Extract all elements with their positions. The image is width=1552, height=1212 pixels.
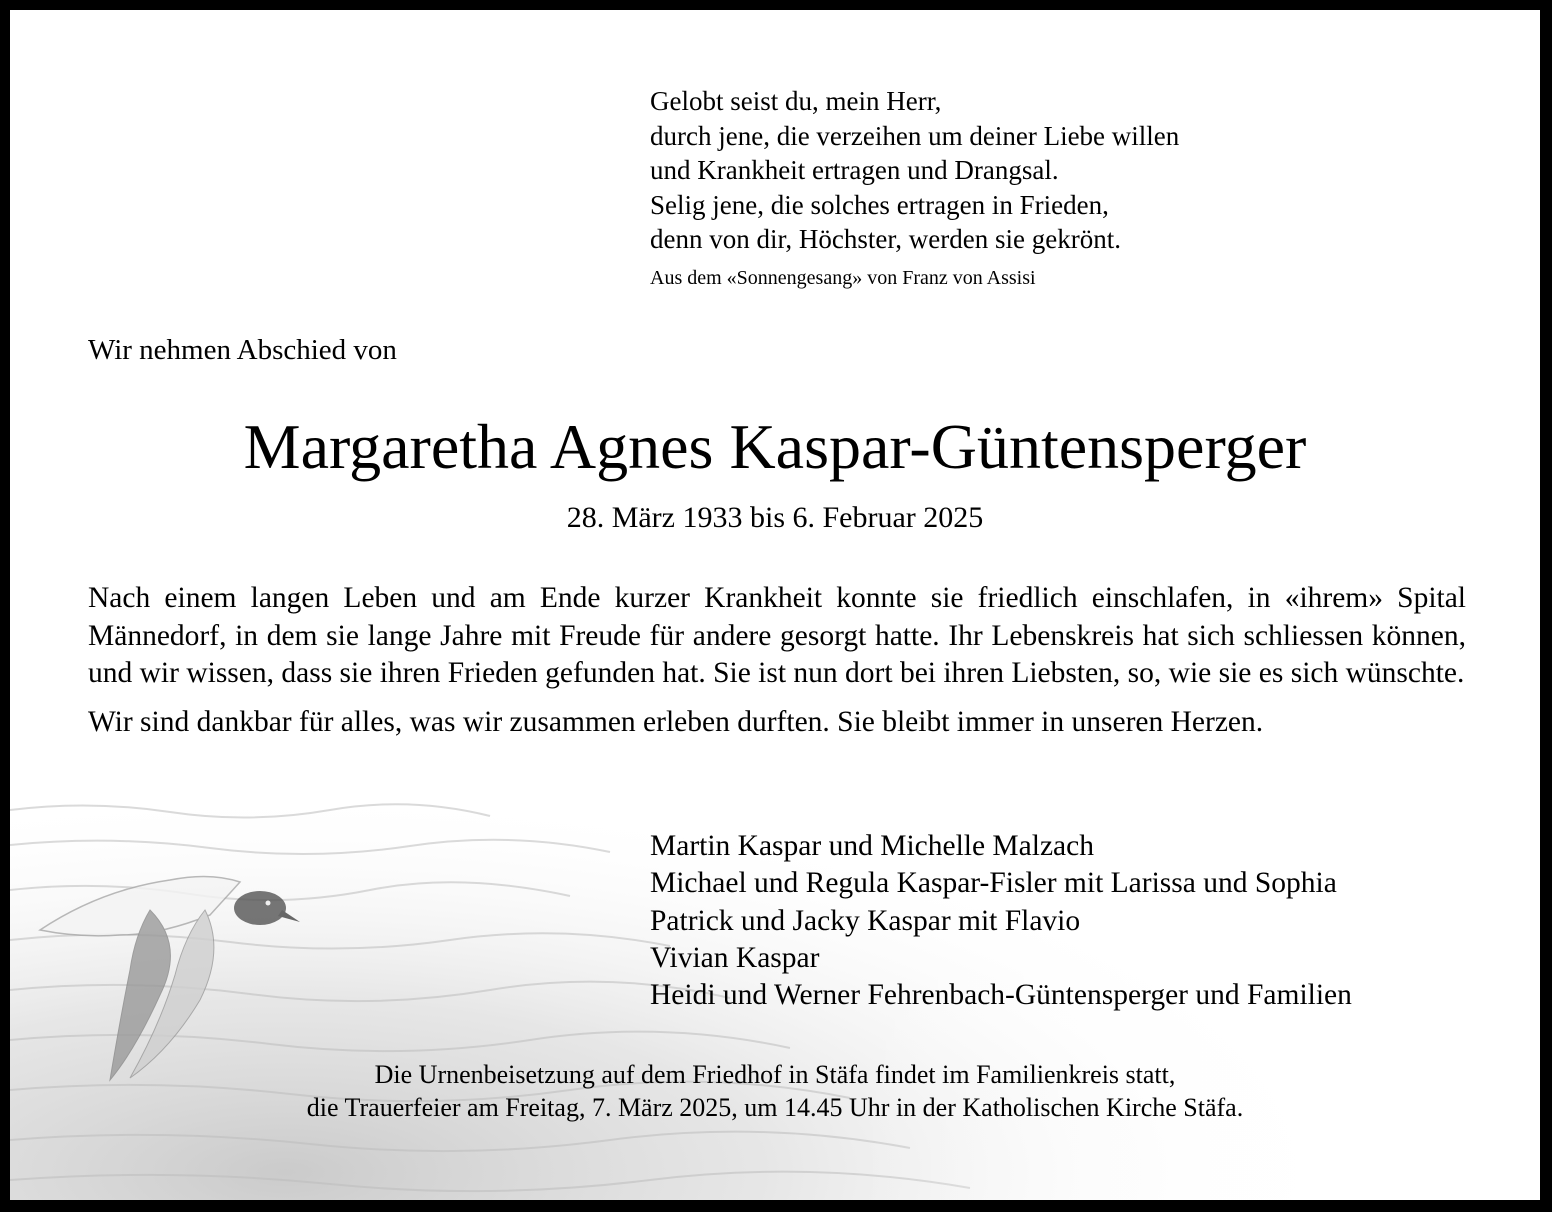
obituary-body <box>88 580 1466 741</box>
funeral-notice <box>10 1058 1540 1124</box>
body-paragraph: Nach einem langen Leben und am Ende kurzer Krankheit konnte sie friedlich einschlafen, in «ihrem» Spital Männedorf, in dem sie lange Jahre mit Freude für andere gesorgt hatte. Ihr Lebenskreis hat sich schliessen können, und wir wissen, dass sie ihren Frieden gefunden hat. Sie ist nun dort bei ihren Liebsten, so, wie sie es sich wünschte. <box>88 582 1466 689</box>
verse-source: Aus dem «Sonnengesang» von Franz von Assisi <box>650 266 1036 289</box>
mourner-entry: Vivian Kaspar <box>650 941 820 974</box>
deceased-name: Margaretha Agnes Kaspar-Güntensperger <box>243 411 1307 482</box>
intro-text: Wir nehmen Abschied von <box>88 334 397 366</box>
mourner-entry: Michael und Regula Kaspar-Fisler mit Larissa und Sophia <box>650 867 1337 900</box>
life-dates: 28. März 1933 bis 6. Februar 2025 <box>566 501 984 534</box>
mourner-entry: Martin Kaspar und Michelle Malzach <box>650 830 1094 862</box>
verse-line: durch jene, die verzeihen um deiner Liebe willen <box>650 120 1180 151</box>
poem-verse <box>650 84 1350 291</box>
verse-line: Selig jene, die solches ertragen in Frieden, <box>650 189 1109 220</box>
verse-line: Gelobt seist du, mein Herr, <box>650 86 942 116</box>
notice-line: Die Urnenbeisetzung auf dem Friedhof in Stäfa findet im Familienkreis statt, <box>374 1060 1176 1089</box>
verse-line: denn von dir, Höchster, werden sie gekrönt. <box>650 224 1121 254</box>
mourner-entry: Heidi und Werner Fehrenbach-Güntensperger und Familien <box>650 979 1352 1012</box>
verse-line: und Krankheit ertragen und Drangsal. <box>650 155 1059 185</box>
obituary-page <box>10 10 1540 1200</box>
body-paragraph: Wir sind dankbar für alles, was wir zusammen erleben durften. Sie bleibt immer in unseren Herzen. <box>88 705 1264 738</box>
notice-line: die Trauerfeier am Freitag, 7. März 2025, um 14.45 Uhr in der Katholischen Kirche Stäfa. <box>306 1093 1244 1122</box>
mourner-entry: Patrick und Jacky Kaspar mit Flavio <box>650 904 1081 937</box>
mourners-list <box>650 828 1352 1014</box>
